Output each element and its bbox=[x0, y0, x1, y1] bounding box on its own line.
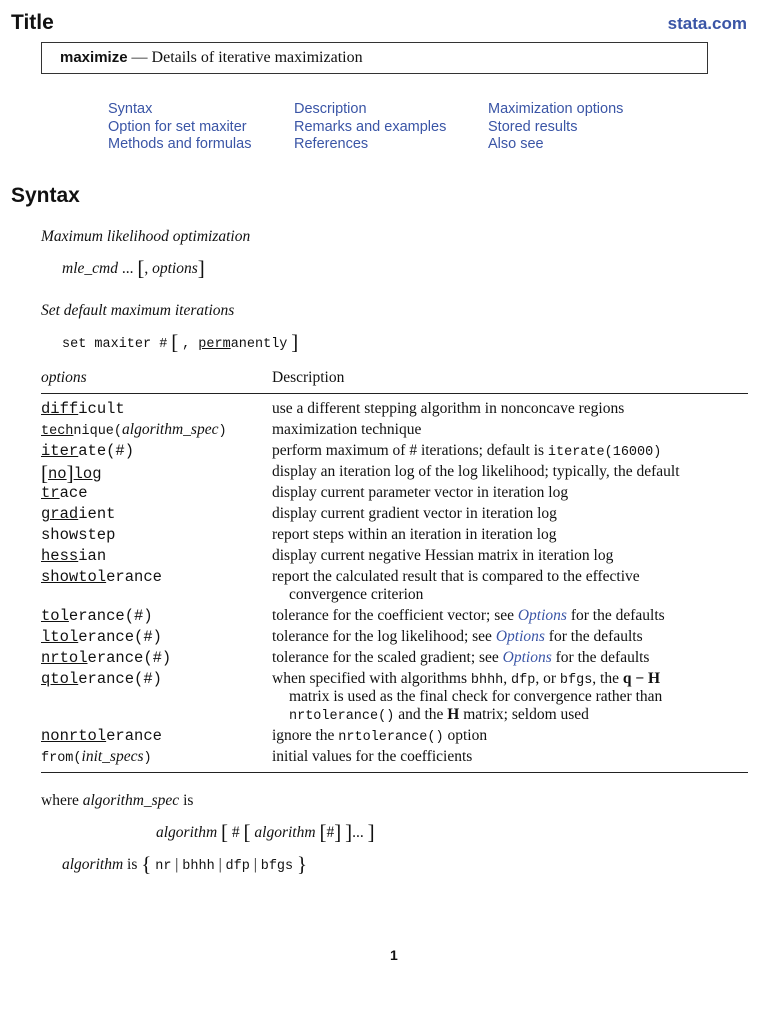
toc-link-remarks-examples[interactable]: Remarks and examples bbox=[294, 118, 447, 135]
description-header: Description bbox=[272, 369, 345, 386]
option-qtolerance-desc-2: matrix is used as the final check for convergence rather than bbox=[289, 688, 663, 705]
option-from-desc: initial values for the coefficients bbox=[272, 748, 473, 765]
mle-heading: Maximum likelihood optimization bbox=[41, 228, 251, 245]
options-link[interactable]: Options bbox=[495, 628, 545, 645]
page-number: 1 bbox=[390, 947, 398, 963]
entry-title-box bbox=[41, 42, 708, 74]
option-nolog: [no]log bbox=[41, 461, 102, 485]
site-link[interactable]: stata.com bbox=[667, 14, 747, 33]
table-bottom-rule bbox=[41, 772, 748, 773]
option-nrtolerance: nrtolerance(#) bbox=[41, 649, 172, 667]
option-qtolerance: qtolerance(#) bbox=[41, 670, 162, 688]
option-nonrtolerance: nonrtolerance bbox=[41, 727, 162, 745]
command-name: maximize bbox=[60, 49, 128, 66]
option-difficult: difficult bbox=[41, 400, 125, 418]
toc-column-3 bbox=[488, 101, 623, 154]
option-showtolerance-desc: report the calculated result that is compared to the effective bbox=[272, 568, 640, 585]
maxiter-syntax-line bbox=[62, 330, 298, 355]
option-gradient: gradient bbox=[41, 505, 116, 523]
option-showtolerance-desc-2: convergence criterion bbox=[289, 586, 424, 603]
permanently-option: , permanently bbox=[182, 337, 288, 352]
option-showstep: showstep bbox=[41, 526, 116, 544]
options-header: options bbox=[41, 369, 87, 386]
option-iterate-desc: perform maximum of # iterations; default is iterate(16000) bbox=[272, 442, 662, 460]
toc-link-methods-formulas[interactable]: Methods and formulas bbox=[108, 136, 252, 152]
option-showtolerance: showtolerance bbox=[41, 568, 162, 586]
maxiter-heading: Set default maximum iterations bbox=[41, 302, 235, 319]
algorithm-spec-syntax: algorithm [ # [ algorithm [#] ]... ] bbox=[156, 820, 375, 844]
option-hessian: hessian bbox=[41, 547, 107, 565]
option-technique-desc: maximization technique bbox=[272, 421, 422, 438]
mle-syntax-line: mle_cmd ... [, options] bbox=[62, 256, 205, 280]
option-tolerance-desc: tolerance for the coefficient vector; see Options for the defaults bbox=[272, 607, 665, 624]
option-iterate: iterate(#) bbox=[41, 442, 135, 460]
open-bracket: [ bbox=[137, 256, 145, 280]
option-qtolerance-desc: when specified with algorithms bhhh, dfp, or bfgs, the q − H bbox=[272, 670, 661, 688]
syntax-heading: Syntax bbox=[11, 184, 80, 207]
option-trace: trace bbox=[41, 484, 88, 502]
open-bracket: [ bbox=[171, 330, 179, 354]
toc-link-option-set-maxiter[interactable]: Option for set maxiter bbox=[108, 118, 247, 135]
option-from: from(init_specs) bbox=[41, 748, 152, 766]
title-dash: — bbox=[127, 49, 152, 66]
toc-column-2 bbox=[294, 101, 446, 154]
table-top-rule bbox=[41, 393, 748, 394]
option-difficult-desc: use a different stepping algorithm in nonconcave regions bbox=[272, 400, 625, 417]
options-link[interactable]: Options bbox=[502, 649, 552, 666]
toc-link-references[interactable]: References bbox=[294, 136, 369, 152]
option-nolog-desc: display an iteration log of the log likelihood; typically, the default bbox=[272, 463, 680, 480]
option-trace-desc: display current parameter vector in iteration log bbox=[272, 484, 569, 501]
set-maxiter-cmd: set maxiter # bbox=[62, 337, 168, 352]
section-title-label: Title bbox=[11, 11, 54, 34]
toc-link-stored-results[interactable]: Stored results bbox=[488, 118, 578, 135]
option-technique: technique(algorithm_spec) bbox=[41, 421, 227, 439]
toc-link-description[interactable]: Description bbox=[294, 101, 367, 117]
algorithm-choices: algorithm is { nr | bhhh | dfp | bfgs } bbox=[62, 852, 308, 876]
close-bracket: ] bbox=[197, 256, 205, 280]
option-ltolerance-desc: tolerance for the log likelihood; see Options for the defaults bbox=[272, 628, 643, 645]
mle-cmd: mle_cmd bbox=[62, 260, 118, 277]
option-showstep-desc: report steps within an iteration in iteration log bbox=[272, 526, 557, 543]
where-line: where algorithm_spec is bbox=[41, 792, 194, 809]
command-description: Details of iterative maximization bbox=[151, 49, 363, 66]
option-nonrtolerance-desc: ignore the nrtolerance() option bbox=[272, 727, 488, 745]
options-word: options bbox=[152, 260, 198, 277]
option-nrtolerance-desc: tolerance for the scaled gradient; see Options for the defaults bbox=[272, 649, 650, 666]
option-tolerance: tolerance(#) bbox=[41, 607, 153, 625]
toc-link-syntax[interactable]: Syntax bbox=[108, 101, 153, 117]
option-gradient-desc: display current gradient vector in iteration log bbox=[272, 505, 557, 522]
mle-dots: ... bbox=[121, 260, 134, 277]
option-hessian-desc: display current negative Hessian matrix in iteration log bbox=[272, 547, 614, 564]
close-bracket: ] bbox=[291, 330, 299, 354]
option-ltolerance: ltolerance(#) bbox=[41, 628, 162, 646]
toc-column-1 bbox=[108, 101, 251, 154]
option-qtolerance-desc-3: nrtolerance() and the H matrix; seldom used bbox=[289, 706, 589, 724]
toc-link-also-see[interactable]: Also see bbox=[488, 136, 544, 152]
toc-link-maximization-options[interactable]: Maximization options bbox=[488, 101, 624, 117]
options-link[interactable]: Options bbox=[517, 607, 567, 624]
